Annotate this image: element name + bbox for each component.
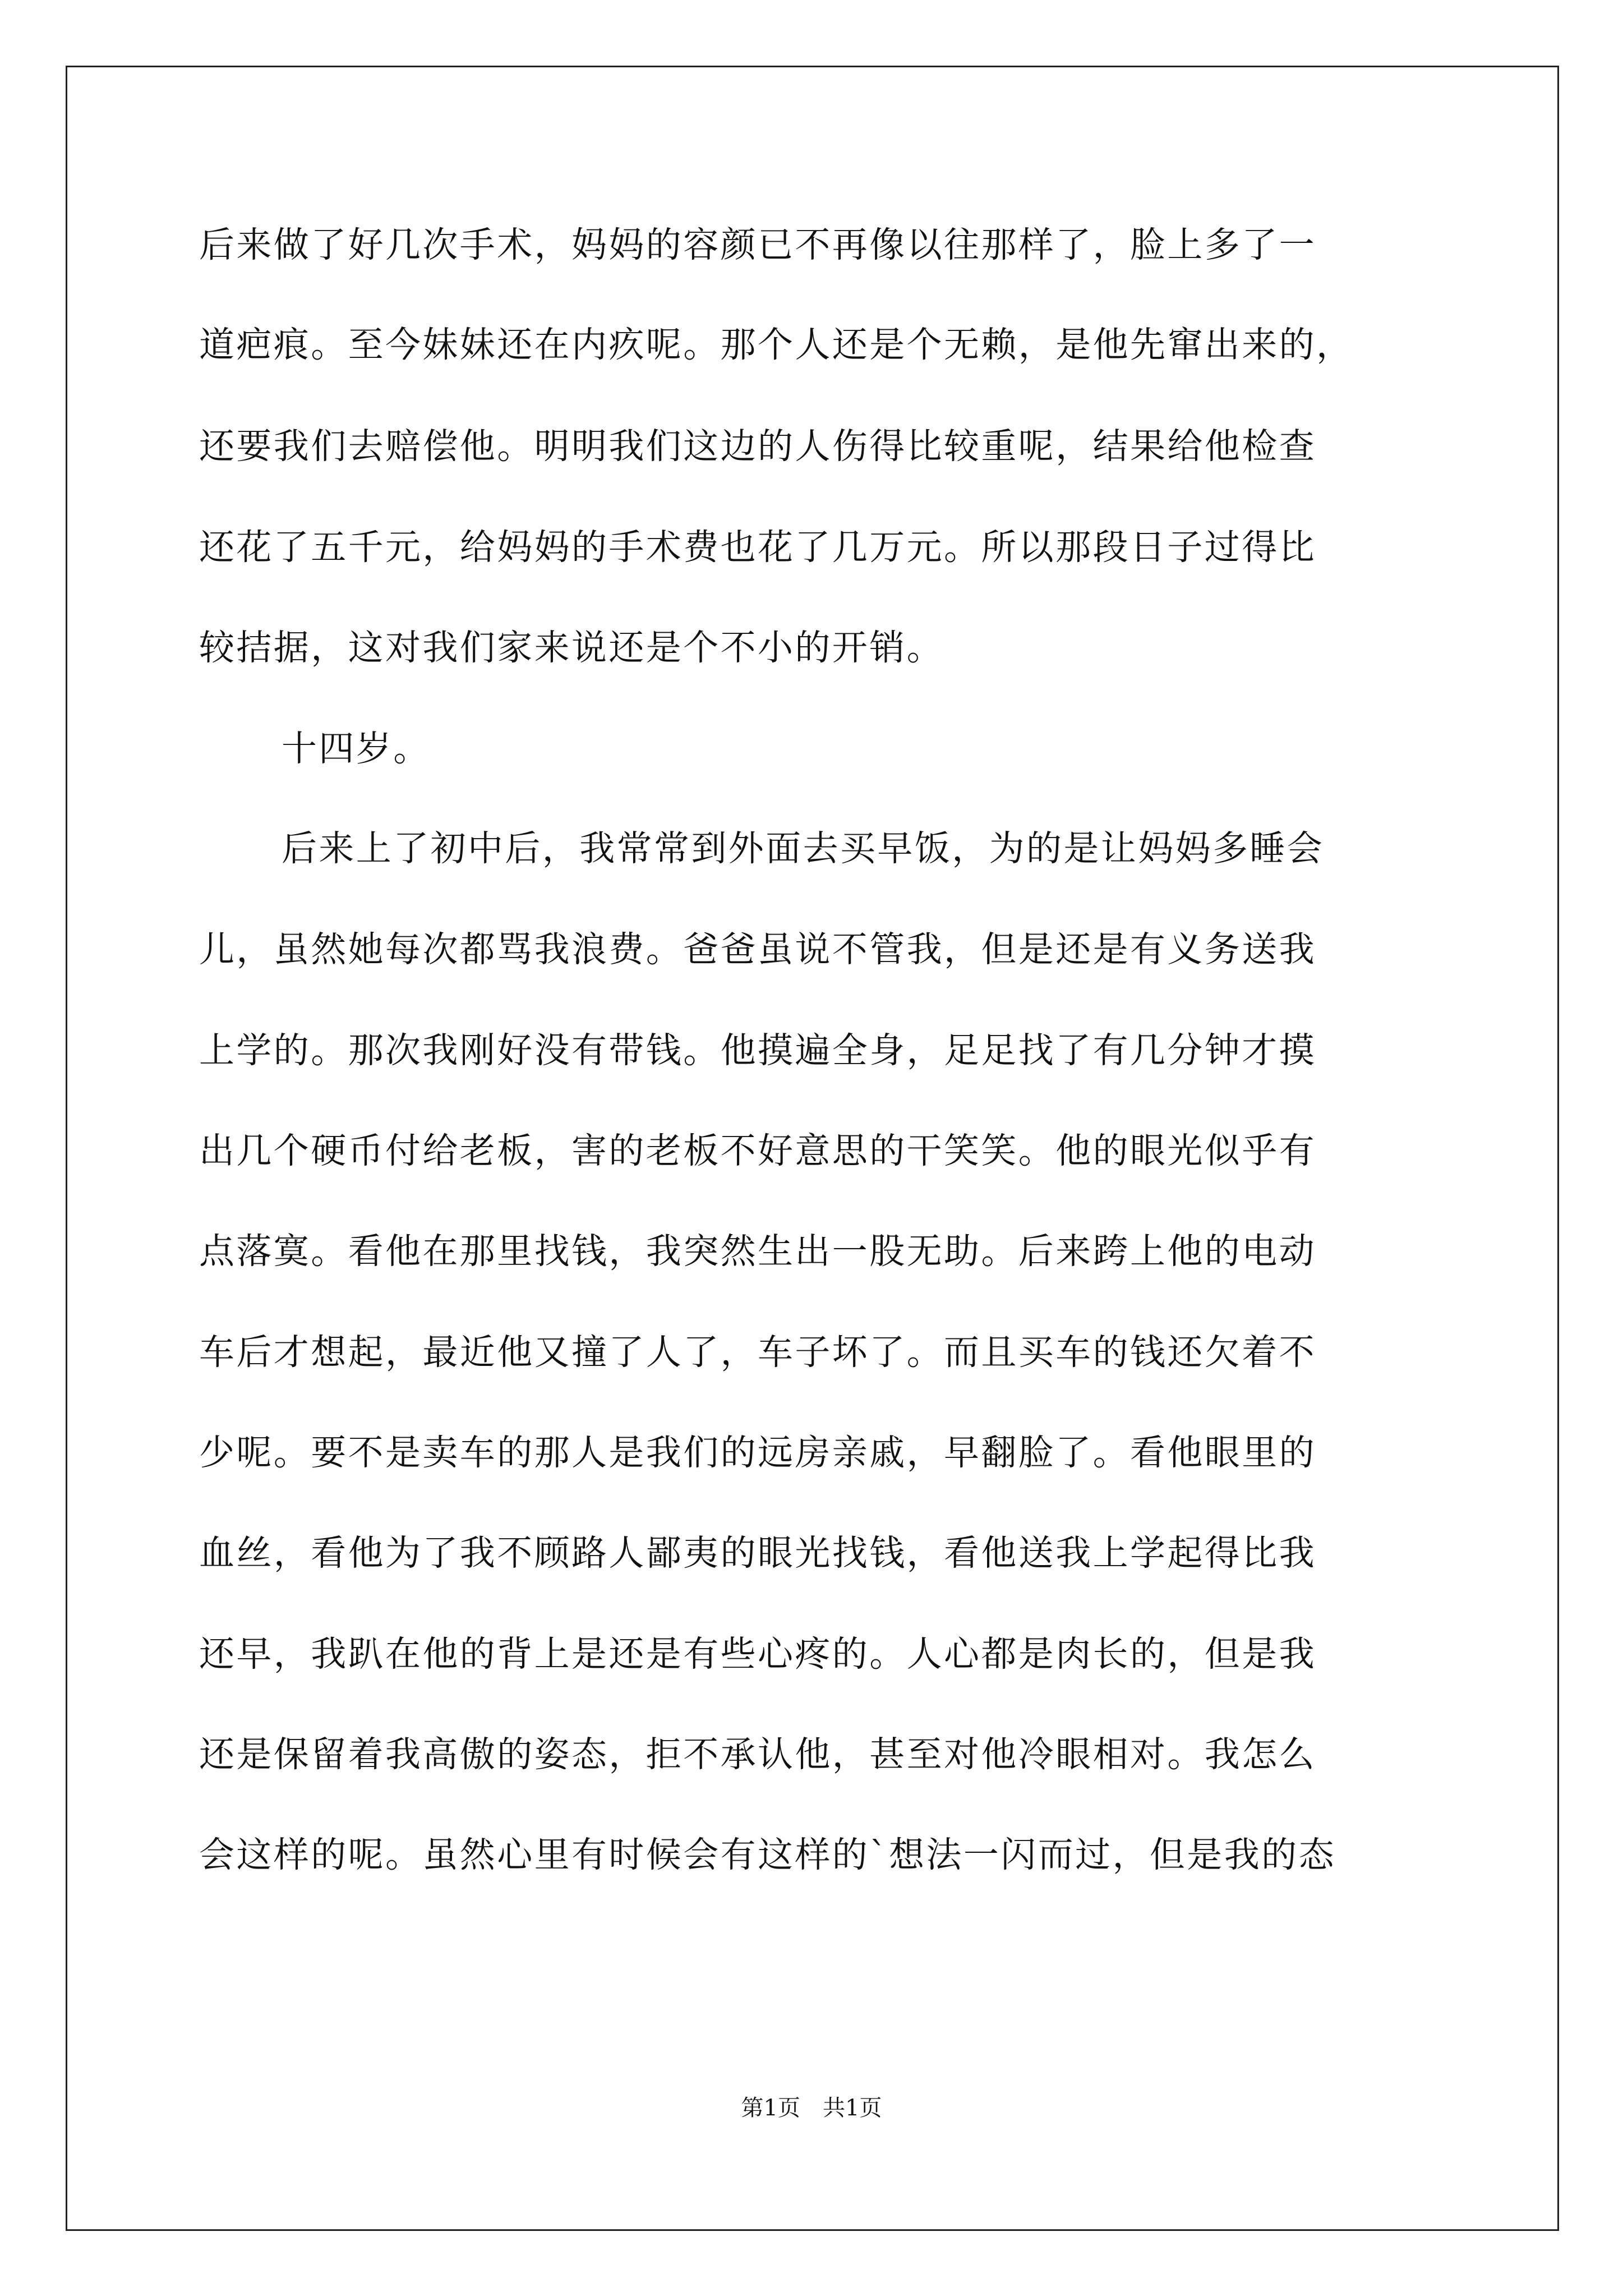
text-line-17: 会这样的呢。虽然心里有时候会有这样的`想法一闪而过，但是我的态 [199,1834,1336,1875]
text-line-3: 还要我们去赔偿他。明明我们这边的人伤得比较重呢，结果给他检查 [199,426,1316,467]
text-line-9: 上学的。那次我刚好没有带钱。他摸遍全身，足足找了有几分钟才摸 [199,1030,1316,1071]
text-line-15: 还早，我趴在他的背上是还是有些心疼的。人心都是肉长的，但是我 [199,1634,1316,1674]
text-line-5: 较拮据，这对我们家来说还是个不小的开销。 [199,627,944,668]
text-line-10: 出几个硬币付给老板，害的老板不好意思的干笑笑。他的眼光似乎有 [199,1130,1316,1171]
text-line-7: 后来上了初中后，我常常到外面去买早饭，为的是让妈妈多睡会 [282,828,1325,869]
text-line-1: 后来做了好几次手术，妈妈的容颜已不再像以往那样了，脸上多了一 [199,224,1316,265]
text-line-4: 还花了五千元，给妈妈的手术费也花了几万元。所以那段日子过得比 [199,527,1316,568]
page-number-footer: 第1页 共1页 [741,2095,882,2121]
text-line-2: 道疤痕。至今妹妹还在内疚呢。那个人还是个无赖，是他先窜出来的， [199,324,1354,365]
text-line-11: 点落寞。看他在那里找钱，我突然生出一股无助。后来跨上他的电动 [199,1231,1316,1272]
text-line-12: 车后才想起，最近他又撞了人了，车子坏了。而且买车的钱还欠着不 [199,1332,1316,1373]
section-heading: 十四岁。 [282,728,431,769]
text-line-14: 血丝，看他为了我不顾路人鄙夷的眼光找钱，看他送我上学起得比我 [199,1533,1316,1573]
text-line-8: 儿，虽然她每次都骂我浪费。爸爸虽说不管我，但是还是有义务送我 [199,929,1316,970]
text-line-16: 还是保留着我高傲的姿态，拒不承认他，甚至对他冷眼相对。我怎么 [199,1734,1316,1775]
text-line-13: 少呢。要不是卖车的那人是我们的远房亲戚，早翻脸了。看他眼里的 [199,1432,1316,1473]
